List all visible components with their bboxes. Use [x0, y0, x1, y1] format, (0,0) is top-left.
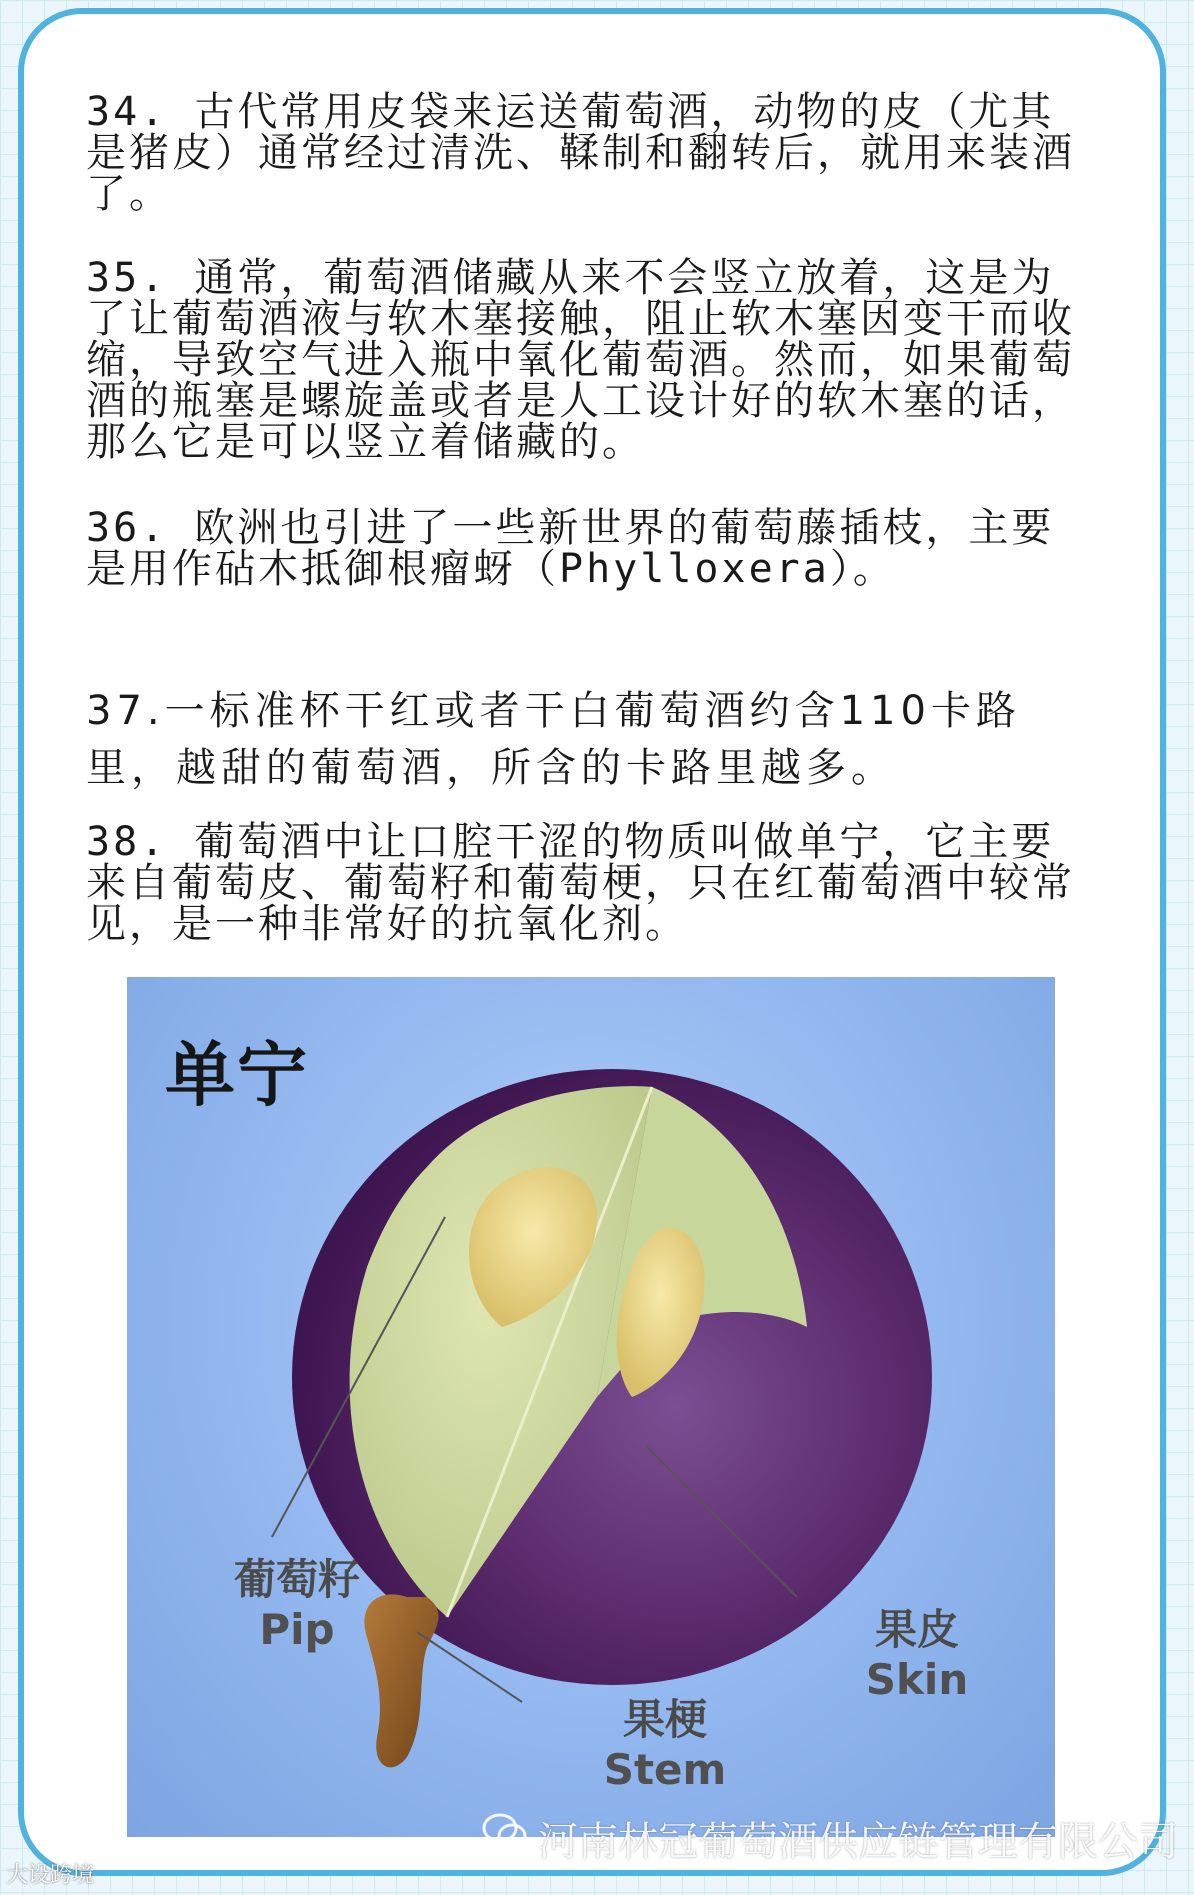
paragraph-35: 35. 通常，葡萄酒储藏从来不会竖立放着，这是为了让葡萄酒液与软木塞接触，阻止软木塞因变干而收缩，导致空气进入瓶中氧化葡萄酒。然而，如果葡萄酒的瓶塞是螺旋盖或者是人工设计好的软木塞的话，那么它是可以竖立着储藏的。 [86, 255, 1075, 465]
label-stem-zh: 果梗 [622, 1695, 707, 1744]
paragraph-36: 36. 欧洲也引进了一些新世界的葡萄藤插枝，主要是用作砧木抵御根瘤蚜（Phylloxera）。 [86, 505, 1055, 592]
label-stem [575, 1695, 755, 1795]
paragraph-37: 37.一标准杯干红或者干白葡萄酒约含110卡路里，越甜的葡萄酒，所含的卡路里越多。 [86, 688, 1021, 791]
label-pip [197, 1555, 397, 1655]
corner-brand-watermark: 大设跨境 [6, 1863, 95, 1888]
wechat-icon [482, 1812, 528, 1852]
label-stem-en: Stem [603, 1745, 727, 1794]
label-skin [827, 1605, 1007, 1705]
paragraph-38: 38. 葡萄酒中让口腔干涩的物质叫做单宁，它主要来自葡萄皮、葡萄籽和葡萄梗，只在红葡萄酒中较常见，是一种非常好的抗氧化剂。 [86, 819, 1075, 947]
watermark-text: 河南林冠葡萄酒供应链管理有限公司 [538, 1819, 1178, 1865]
paragraph-34: 34. 古代常用皮袋来运送葡萄酒，动物的皮（尤其是猪皮）通常经过清洗、鞣制和翻转后，就用来装酒了。 [86, 89, 1075, 217]
tannin-illustration [127, 977, 1055, 1837]
label-skin-en: Skin [865, 1655, 969, 1704]
label-pip-zh: 葡萄籽 [233, 1555, 360, 1604]
label-pip-en: Pip [259, 1605, 335, 1654]
label-skin-zh: 果皮 [874, 1605, 959, 1654]
illustration-title: 单宁 [165, 1034, 309, 1116]
